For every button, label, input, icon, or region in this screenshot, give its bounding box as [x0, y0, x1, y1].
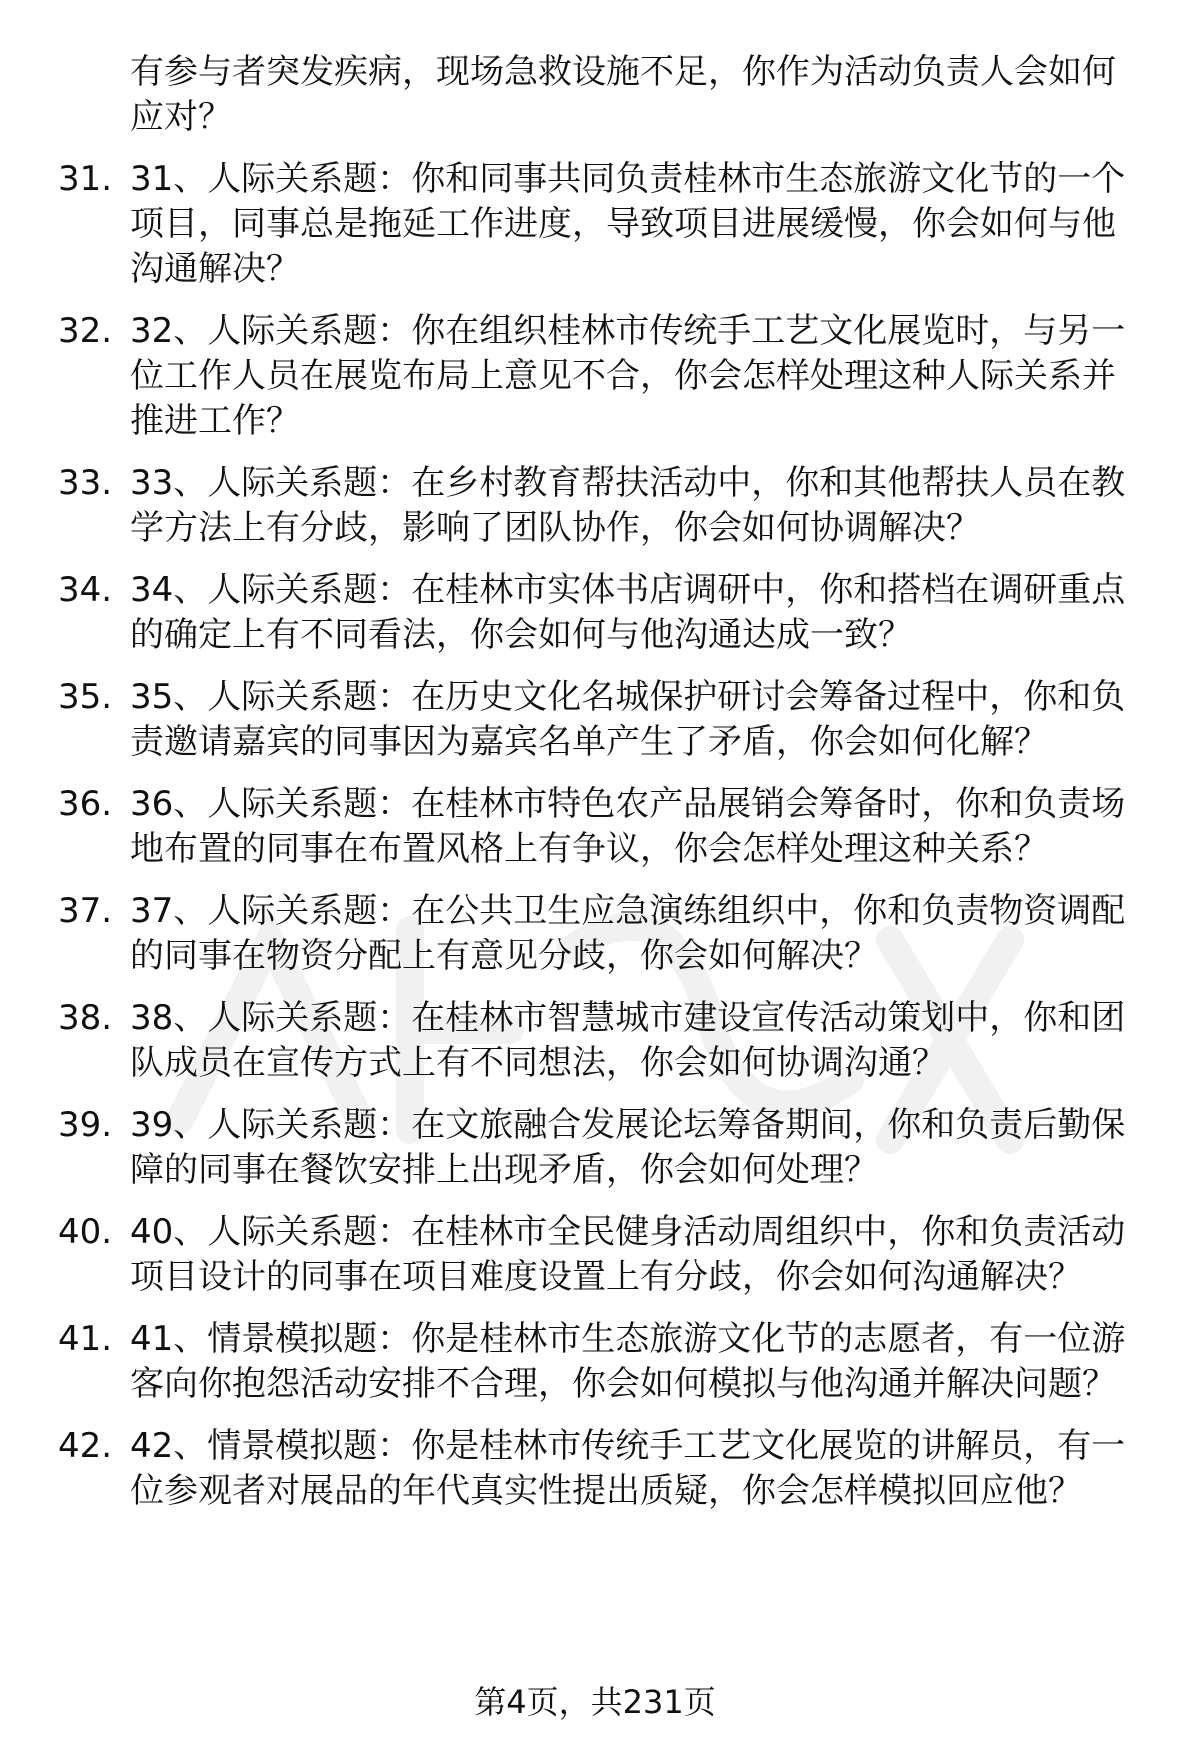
question-number: 32.	[58, 311, 113, 351]
question-number: 31.	[58, 159, 113, 199]
question-text: 37、人际关系题：在公共卫生应急演练组织中，你和负责物资调配的同事在物资分配上有意见分歧，你会如何解决？	[130, 891, 1126, 976]
question-list	[58, 157, 1148, 1514]
list-item	[58, 461, 1148, 551]
question-text: 32、人际关系题：你在组织桂林市传统手工艺文化展览时，与另一位工作人员在展览布局上意见不合，你会怎样处理这种人际关系并推进工作？	[130, 311, 1126, 441]
question-text: 36、人际关系题：在桂林市特色农产品展销会筹备时，你和负责场地布置的同事在布置风格上有争议，你会怎样处理这种关系？	[130, 784, 1126, 869]
question-number: 36.	[58, 784, 113, 824]
continued-question-text: 有参与者突发疾病，现场急救设施不足，你作为活动负责人会如何应对？	[130, 52, 1116, 137]
question-content	[58, 50, 1148, 1531]
list-item	[58, 568, 1148, 658]
list-item	[58, 782, 1148, 872]
question-text: 31、人际关系题：你和同事共同负责桂林市生态旅游文化节的一个项目，同事总是拖延工作进度，导致项目进展缓慢，你会如何与他沟通解决？	[130, 159, 1126, 289]
question-text: 35、人际关系题：在历史文化名城保护研讨会筹备过程中，你和负责邀请嘉宾的同事因为嘉宾名单产生了矛盾，你会如何化解？	[130, 677, 1126, 762]
question-number: 37.	[58, 891, 113, 931]
list-item	[58, 1103, 1148, 1193]
question-number: 33.	[58, 463, 113, 503]
question-number: 39.	[58, 1105, 113, 1145]
question-text: 39、人际关系题：在文旅融合发展论坛筹备期间，你和负责后勤保障的同事在餐饮安排上出现矛盾，你会如何处理？	[130, 1105, 1126, 1190]
list-item	[58, 889, 1148, 979]
question-number: 35.	[58, 677, 113, 717]
question-text: 42、情景模拟题：你是桂林市传统手工艺文化展览的讲解员，有一位参观者对展品的年代真实性提出质疑，你会怎样模拟回应他？	[130, 1426, 1126, 1511]
question-number: 34.	[58, 570, 113, 610]
list-item	[58, 157, 1148, 292]
question-text: 33、人际关系题：在乡村教育帮扶活动中，你和其他帮扶人员在教学方法上有分歧，影响了团队协作，你会如何协调解决？	[130, 463, 1126, 548]
list-item	[58, 1210, 1148, 1300]
list-item	[58, 996, 1148, 1086]
list-item	[58, 1424, 1148, 1514]
list-item	[58, 675, 1148, 765]
list-item	[58, 309, 1148, 444]
question-number: 40.	[58, 1212, 113, 1252]
question-text: 38、人际关系题：在桂林市智慧城市建设宣传活动策划中，你和团队成员在宣传方式上有不同想法，你会如何协调沟通？	[130, 998, 1126, 1083]
list-item	[58, 1317, 1148, 1407]
question-text: 34、人际关系题：在桂林市实体书店调研中，你和搭档在调研重点的确定上有不同看法，你会如何与他沟通达成一致？	[130, 570, 1126, 655]
question-text: 40、人际关系题：在桂林市全民健身活动周组织中，你和负责活动项目设计的同事在项目难度设置上有分歧，你会如何沟通解决？	[130, 1212, 1126, 1297]
question-number: 42.	[58, 1426, 113, 1466]
question-number: 41.	[58, 1319, 113, 1359]
question-text: 41、情景模拟题：你是桂林市生态旅游文化节的志愿者，有一位游客向你抱怨活动安排不合理，你会如何模拟与他沟通并解决问题？	[130, 1319, 1126, 1404]
page-footer: 第4页，共231页	[474, 1683, 716, 1721]
question-number: 38.	[58, 998, 113, 1038]
